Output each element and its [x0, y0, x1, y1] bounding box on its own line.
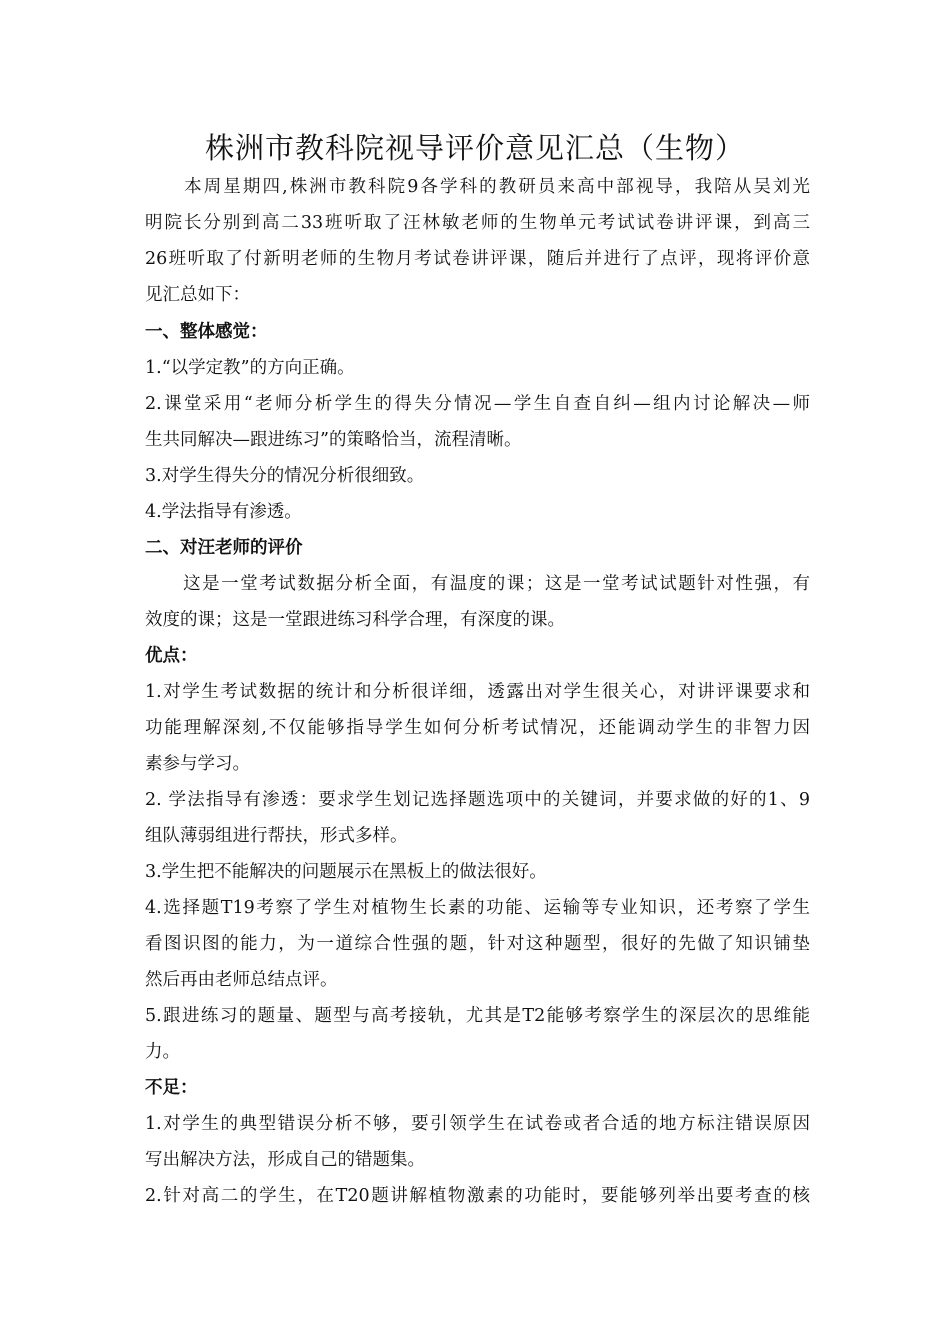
list-item-continuation: 写出解决方法，形成自己的错题集。 — [145, 1150, 425, 1170]
paragraph-line: 本周星期四,株洲市教科院9各学科的教研员来高中部视导，我陪从吴刘光 — [145, 177, 810, 197]
list-item-continuation: 然后再由老师总结点评。 — [145, 970, 338, 990]
list-item-continuation: 功能理解深刻,不仅能够指导学生如何分析考试情况，还能调动学生的非智力因 — [145, 718, 810, 738]
list-item: 1.对学生考试数据的统计和分析很详细，透露出对学生很关心，对讲评课要求和 — [145, 682, 810, 702]
list-item: 3.学生把不能解决的问题展示在黑板上的做法很好。 — [145, 862, 547, 882]
document-title: 株洲市教科院视导评价意见汇总（生物） — [204, 131, 745, 165]
list-item: 4.选择题T19考察了学生对植物生长素的功能、运输等专业知识，还考察了学生 — [145, 898, 810, 918]
paragraph-line: 效度的课；这是一堂跟进练习科学合理，有深度的课。 — [145, 610, 565, 630]
list-item: 1.对学生的典型错误分析不够，要引领学生在试卷或者合适的地方标注错误原因 — [145, 1114, 810, 1134]
subheading: 优点： — [145, 646, 198, 666]
list-item: 2.针对高二的学生，在T20题讲解植物激素的功能时，要能够列举出要考查的核 — [145, 1186, 810, 1206]
list-item: 1.“以学定教”的方向正确。 — [145, 358, 355, 378]
list-item-continuation: 看图识图的能力，为一道综合性强的题，针对这种题型，很好的先做了知识铺垫 — [145, 934, 810, 954]
list-item-continuation: 组队薄弱组进行帮扶，形式多样。 — [145, 826, 408, 846]
paragraph-line: 这是一堂考试数据分析全面，有温度的课；这是一堂考试试题针对性强，有 — [145, 574, 810, 594]
section-heading: 二、对汪老师的评价 — [145, 538, 303, 558]
list-item: 4.学法指导有渗透。 — [145, 502, 302, 522]
list-item: 2.课堂采用“老师分析学生的得失分情况—学生自查自纠—组内讨论解决—师 — [145, 394, 810, 414]
list-item: 2. 学法指导有渗透：要求学生划记选择题选项中的关键词，并要求做的好的1、9 — [145, 790, 810, 810]
paragraph-line: 26班听取了付新明老师的生物月考试卷讲评课，随后并进行了点评，现将评价意 — [145, 249, 810, 269]
subheading: 不足： — [145, 1078, 198, 1098]
list-item-continuation: 素参与学习。 — [145, 754, 250, 774]
list-item-continuation: 力。 — [145, 1042, 180, 1062]
paragraph-line: 见汇总如下： — [145, 285, 250, 305]
list-item: 3.对学生得失分的情况分析很细致。 — [145, 466, 425, 486]
list-item: 5.跟进练习的题量、题型与高考接轨，尤其是T2能够考察学生的深层次的思维能 — [145, 1006, 810, 1026]
paragraph-line: 明院长分别到高二33班听取了汪林敏老师的生物单元考试试卷讲评课，到高三 — [145, 213, 810, 233]
list-item-continuation: 生共同解决—跟进练习”的策略恰当，流程清晰。 — [145, 430, 522, 450]
section-heading: 一、整体感觉： — [145, 322, 268, 342]
